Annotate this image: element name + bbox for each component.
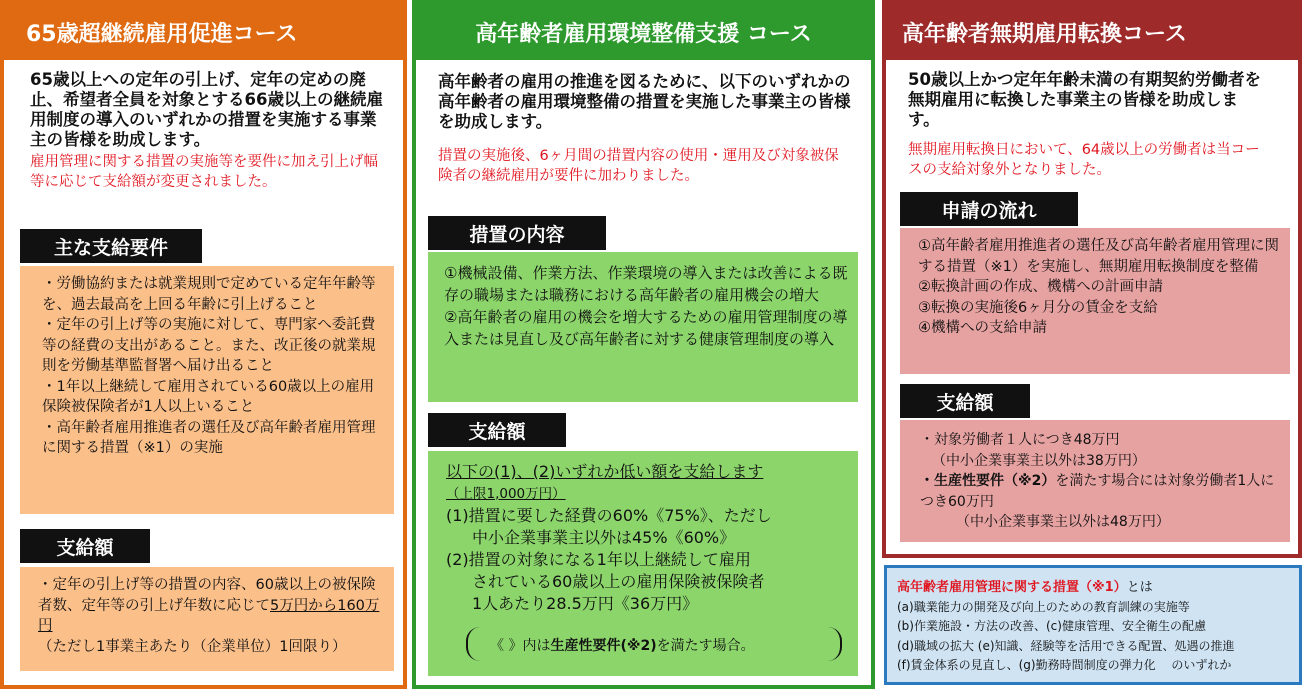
payment-footnote: 《 》内は生産性要件(※2)を満たす場合。 [490, 638, 755, 654]
course-indefinite-conversion [882, 0, 1302, 558]
definition-title: 高年齢者雇用管理に関する措置（※1）とは [897, 580, 1153, 595]
course-title: 高年齢者雇用環境整備支援 コース [416, 4, 871, 60]
flow-tag: 申請の流れ [900, 192, 1078, 226]
measures-box [428, 252, 858, 402]
course-note: 雇用管理に関する措置の実施等を要件に加え引上げ幅等に応じて支給額が変更されました。 [30, 154, 378, 190]
flow-step: ④機構への支給申請 [918, 320, 1047, 336]
course-title: 65歳超継続雇用促進コース [4, 4, 403, 60]
course-environment-support [412, 0, 875, 689]
payment-item-1-sub: 中小企業事業主以外は45%《60%》 [472, 528, 736, 547]
payment-box [900, 420, 1290, 542]
requirement-item: ・1年以上継続して雇用されている60歳以上の雇用保険被保険者が1人以上いること [42, 378, 375, 415]
course-note: 無期雇用転換日において、64歳以上の労働者は当コースの支給対象外となりました。 [908, 142, 1260, 178]
requirement-item: ・労働協約または就業規則で定めている定年年齢等を、過去最高を上回る年齢に引上げること [42, 276, 376, 313]
payment-item-2-amount: 1人あたり28.5万円《36万円》 [472, 594, 699, 613]
flow-step: ③転換の実施後6ヶ月分の賃金を支給 [918, 299, 1158, 316]
flow-step: ①高年齢者雇用推進者の選任及び高年齢者雇用管理に関する措置（※1）を実施し、無期雇用転換制度を整備 [918, 238, 1279, 275]
course-intro: 50歳以上かつ定年年齢未満の有期契約労働者を無期雇用に転換した事業主の皆様を助成します。 [908, 70, 1261, 129]
definition-line: (a)職業能力の開発及び向上のための教育訓練の実施等 [897, 599, 1190, 614]
payment-line: ・生産性要件（※2）を満たす場合には対象労働者1人につき60万円 [920, 473, 1275, 510]
payment-tag: 支給額 [20, 529, 150, 563]
course-intro: 高年齢者の雇用の推進を図るために、以下のいずれかの高年齢者の雇用環境整備の措置を実施した事業主の皆様を助成します。 [438, 72, 851, 131]
payment-line: ・対象労働者１人につき48万円 [920, 432, 1120, 448]
payment-line: （中小企業事業主以外は38万円） [932, 452, 1146, 469]
payment-cap: （上限1,000万円） [446, 486, 566, 502]
requirement-item: ・高年齢者雇用推進者の選任及び高年齢者雇用管理に関する措置（※1）の実施 [42, 419, 376, 456]
course-note: 措置の実施後、6ヶ月間の措置内容の使用・運用及び対象被保険者の継続雇用が要件に加わりました。 [438, 148, 839, 184]
flow-step: ②転換計画の作成、機構への計画申請 [918, 279, 1163, 295]
payment-limit: （ただし1事業主あたり（企業単位）1回限り） [38, 638, 347, 655]
payment-tag: 支給額 [900, 384, 1030, 418]
measures-tag: 措置の内容 [428, 216, 606, 250]
course-title: 高年齢者無期雇用転換コース [886, 4, 1298, 60]
measures-definition-box [884, 565, 1302, 685]
payment-item-1: (1)措置に要した経費の60%《75%》、ただし [446, 506, 772, 525]
definition-line: (d)職域の拡大 (e)知識、経験等を活用できる配置、処遇の推進 [897, 638, 1235, 653]
requirements-box [20, 266, 394, 514]
requirements-tag: 主な支給要件 [20, 229, 202, 263]
course-65-continuous-employment [0, 0, 407, 689]
measure-item: ①機械設備、作業方法、作業環境の導入または改善による既存の職場または職務における高年齢者の雇用機会の増大 [444, 264, 848, 304]
payment-box [428, 451, 858, 676]
payment-tag: 支給額 [428, 413, 566, 447]
definition-line: (b)作業施設・方法の改善、(c)健康管理、安全衛生の配慮 [897, 619, 1206, 633]
payment-amount: 5万円から160万円 [38, 597, 380, 634]
payment-text: ・定年の引上げ等の措置の内容、60歳以上の被保険者数、定年等の引上げ年数に応じて [38, 577, 376, 614]
flow-box [900, 228, 1290, 374]
payment-heading: 以下の(1)、(2)いずれか低い額を支給します [446, 462, 764, 481]
payment-box [20, 567, 394, 671]
payment-item-2-sub: されている60歳以上の雇用保険被保険者 [472, 572, 765, 591]
definition-line: (f)賃金体系の見直し、(g)勤務時間制度の弾力化 のいずれか [897, 658, 1232, 672]
payment-item-2: (2)措置の対象になる1年以上継続して雇用 [446, 550, 751, 569]
payment-line: （中小企業事業主以外は48万円） [956, 514, 1170, 530]
measure-item: ②高年齢者の雇用の機会を増大するための雇用管理制度の導入または見直し及び高年齢者に対する健康管理制度の導入 [444, 308, 848, 348]
requirement-item: ・定年の引上げ等の実施に対して、専門家へ委託費等の経費の支出があること。また、改正後の就業規則を労働基準監督署へ届け出ること [42, 317, 376, 374]
course-intro: 65歳以上への定年の引上げ、定年の定めの廃止、希望者全員を対象とする66歳以上の継続雇用制度の導入のいずれかの措置を実施する事業主の皆様を助成します。 [30, 70, 383, 149]
